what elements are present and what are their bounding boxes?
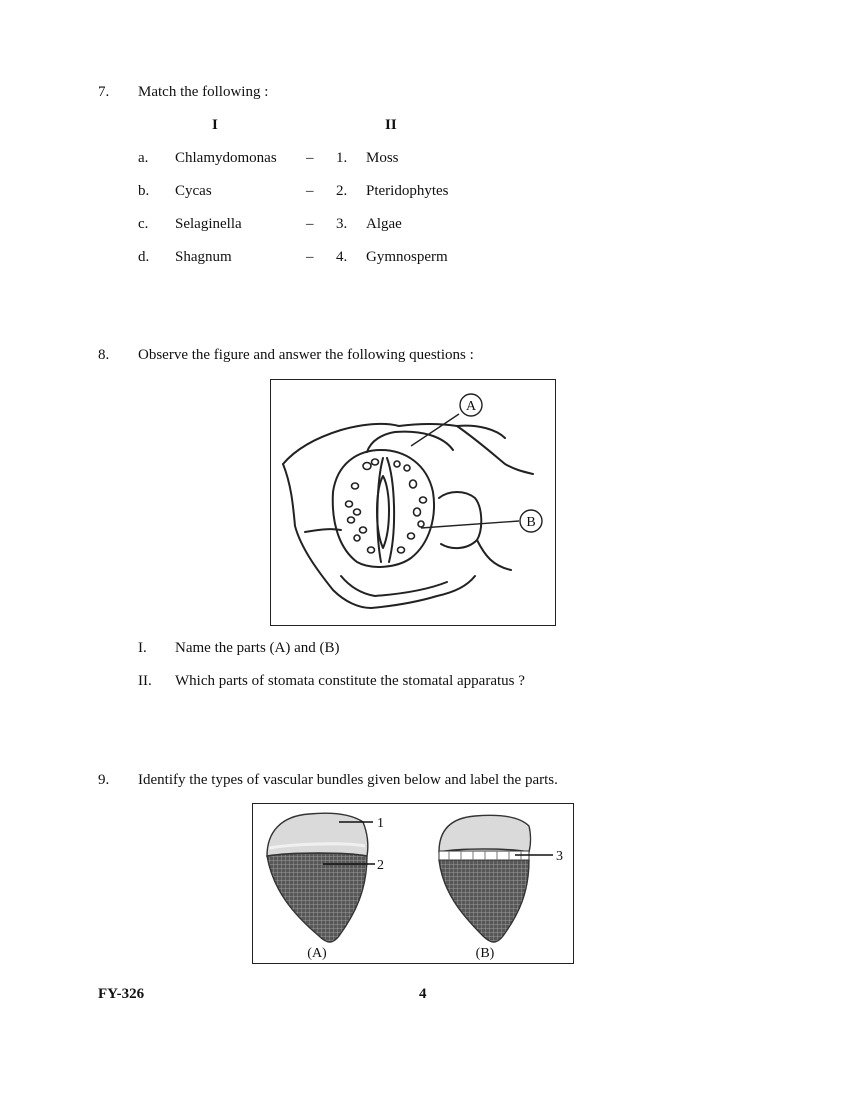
q7-col2-header: II: [385, 117, 397, 133]
row-dash: –: [306, 249, 314, 265]
q9-prompt: Identify the types of vascular bundles given below and label the parts.: [138, 772, 558, 788]
row-letter: d.: [138, 249, 150, 265]
row-letter: b.: [138, 183, 150, 199]
vascular-bundles-diagram: [253, 804, 573, 963]
chloroplast: [410, 480, 417, 488]
row-dash: –: [306, 216, 314, 232]
q8-sub-2-number: II.: [138, 673, 152, 689]
q8-sub-1-text: Name the parts (A) and (B): [175, 640, 340, 656]
xylem: [267, 853, 367, 942]
row-num: 4.: [336, 249, 348, 265]
chloroplast: [352, 483, 359, 489]
subsidiary-cell-right: [439, 492, 481, 548]
row-match: Algae: [366, 216, 402, 232]
chloroplast: [414, 508, 421, 516]
q7-prompt: Match the following :: [138, 84, 269, 100]
caption-b: (B): [475, 946, 495, 961]
stomata-diagram: [271, 380, 555, 625]
row-match: Gymnosperm: [366, 249, 448, 265]
caption-a: (A): [307, 946, 327, 961]
stomata-figure: [270, 379, 556, 626]
label-b: B: [526, 515, 536, 530]
row-match: Pteridophytes: [366, 183, 449, 199]
row-item: Selaginella: [175, 216, 242, 232]
xylem: [439, 857, 529, 942]
label-a-pointer: [411, 414, 459, 446]
q9-number: 9.: [98, 772, 110, 788]
q8-sub-2-text: Which parts of stomata constitute the stomatal apparatus ?: [175, 673, 525, 689]
row-num: 2.: [336, 183, 348, 199]
chloroplast: [404, 465, 410, 471]
chloroplast: [420, 497, 427, 503]
chloroplast: [354, 535, 360, 541]
label-2: 2: [377, 858, 384, 873]
chloroplast: [368, 547, 375, 553]
subsidiary-wall-lower: [341, 576, 447, 596]
vascular-bundle-a: [267, 813, 368, 942]
epidermal-cell-wall-top: [283, 424, 505, 464]
chloroplast: [372, 459, 379, 465]
vascular-bundle-figure: [252, 803, 574, 964]
q8-number: 8.: [98, 347, 110, 363]
page-number: 4: [419, 986, 427, 1002]
row-item: Chlamydomonas: [175, 150, 277, 166]
epidermal-cell-wall-lower-right: [477, 540, 511, 570]
chloroplast: [408, 533, 415, 539]
row-match: Moss: [366, 150, 399, 166]
row-num: 1.: [336, 150, 348, 166]
q8-sub-1-number: I.: [138, 640, 147, 656]
q8-prompt: Observe the figure and answer the following questions :: [138, 347, 474, 363]
row-num: 3.: [336, 216, 348, 232]
epidermal-cell-wall-right: [457, 426, 533, 474]
label-3: 3: [556, 849, 563, 864]
chloroplast: [398, 547, 405, 553]
chloroplast: [360, 527, 367, 533]
epidermal-cell-wall-bottom: [371, 576, 475, 608]
footer-code: FY-326: [98, 986, 145, 1002]
chloroplast: [363, 463, 371, 470]
phloem: [439, 815, 531, 852]
phloem: [267, 813, 368, 856]
chloroplast: [354, 509, 361, 515]
chloroplast: [394, 461, 400, 467]
chloroplast: [348, 517, 355, 523]
label-1: 1: [377, 816, 384, 831]
row-letter: a.: [138, 150, 149, 166]
chloroplast: [346, 501, 353, 507]
row-dash: –: [306, 183, 314, 199]
q7-number: 7.: [98, 84, 110, 100]
vascular-bundle-b: [439, 815, 531, 942]
chloroplast: [418, 521, 424, 527]
row-letter: c.: [138, 216, 149, 232]
label-a: A: [465, 399, 477, 414]
q7-col1-header: I: [212, 117, 218, 133]
row-item: Shagnum: [175, 249, 232, 265]
row-item: Cycas: [175, 183, 212, 199]
label-b-pointer: [421, 521, 519, 528]
subsidiary-wall-top: [367, 432, 453, 452]
row-dash: –: [306, 150, 314, 166]
